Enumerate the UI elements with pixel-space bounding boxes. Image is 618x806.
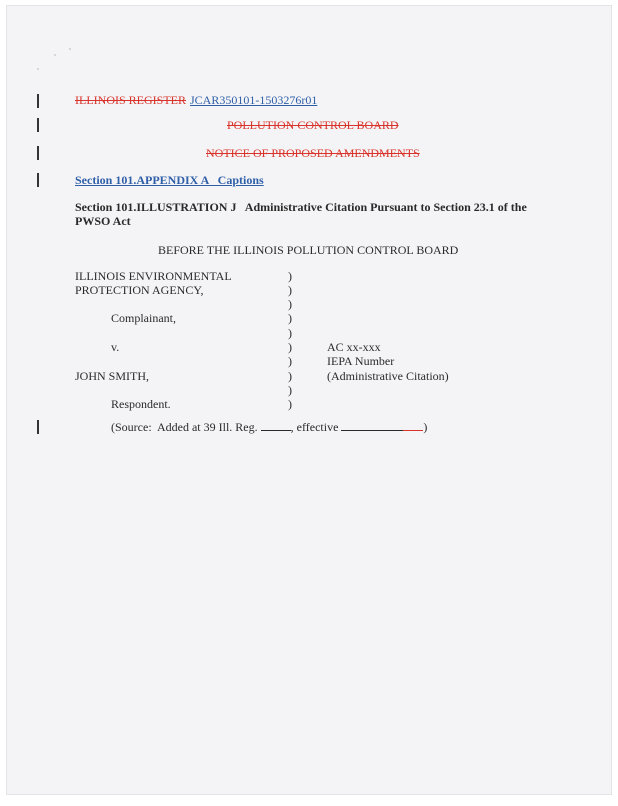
- caption-paren: ): [288, 383, 292, 397]
- section-heading: Section 101.APPENDIX A Captions: [75, 173, 264, 187]
- notice-deleted: NOTICE OF PROPOSED AMENDMENTS: [206, 146, 420, 160]
- scan-speck: [69, 48, 71, 50]
- source-mid: , effective: [290, 420, 339, 434]
- change-bar: [37, 146, 39, 160]
- party1-line1: ILLINOIS ENVIRONMENTAL: [75, 269, 232, 283]
- caption-paren: ): [288, 297, 292, 311]
- caption-paren: ): [288, 326, 292, 340]
- agency-number: IEPA Number: [327, 354, 395, 368]
- party2-name: JOHN SMITH,: [75, 369, 150, 383]
- respondent-label: Respondent.: [111, 397, 171, 411]
- change-bar: [37, 118, 39, 132]
- caption-paren: ): [288, 397, 292, 411]
- change-bar: [37, 94, 39, 108]
- illustration-heading: Section 101.ILLUSTRATION J Administrative Citation Pursuant to Section 23.1 of the PWSO Act: [75, 200, 530, 228]
- register-inserted: JCAR350101-1503276r01: [190, 93, 318, 107]
- caption-paren: ): [288, 311, 292, 325]
- change-bar: [37, 420, 39, 434]
- register-deleted: ILLINOIS REGISTER: [75, 93, 186, 107]
- party1-line2: PROTECTION AGENCY,: [75, 283, 204, 297]
- versus-label: v.: [111, 340, 120, 354]
- deleted-blank: [403, 420, 423, 431]
- effective-date-blank: [341, 420, 403, 431]
- document-page: [7, 6, 611, 794]
- caption-before: BEFORE THE ILLINOIS POLLUTION CONTROL BOARD: [158, 243, 459, 257]
- caption-paren: ): [288, 369, 292, 383]
- case-number: AC xx-xxx: [327, 340, 381, 354]
- register-line: [75, 93, 317, 108]
- source-prefix: (Source: Added at 39 Ill. Reg.: [111, 420, 258, 434]
- complainant-label: Complainant,: [111, 311, 176, 325]
- citation-type: (Administrative Citation): [327, 369, 449, 383]
- board-deleted: POLLUTION CONTROL BOARD: [227, 118, 399, 132]
- caption-paren: ): [288, 340, 292, 354]
- source-end: ): [423, 420, 428, 434]
- caption-paren: ): [288, 354, 292, 368]
- scan-speck: [54, 54, 56, 56]
- caption-paren: ): [288, 269, 292, 283]
- source-note: [111, 420, 427, 435]
- change-bar: [37, 173, 39, 187]
- caption-paren: ): [288, 283, 292, 297]
- register-blank: [261, 420, 291, 431]
- scan-speck: [37, 68, 39, 70]
